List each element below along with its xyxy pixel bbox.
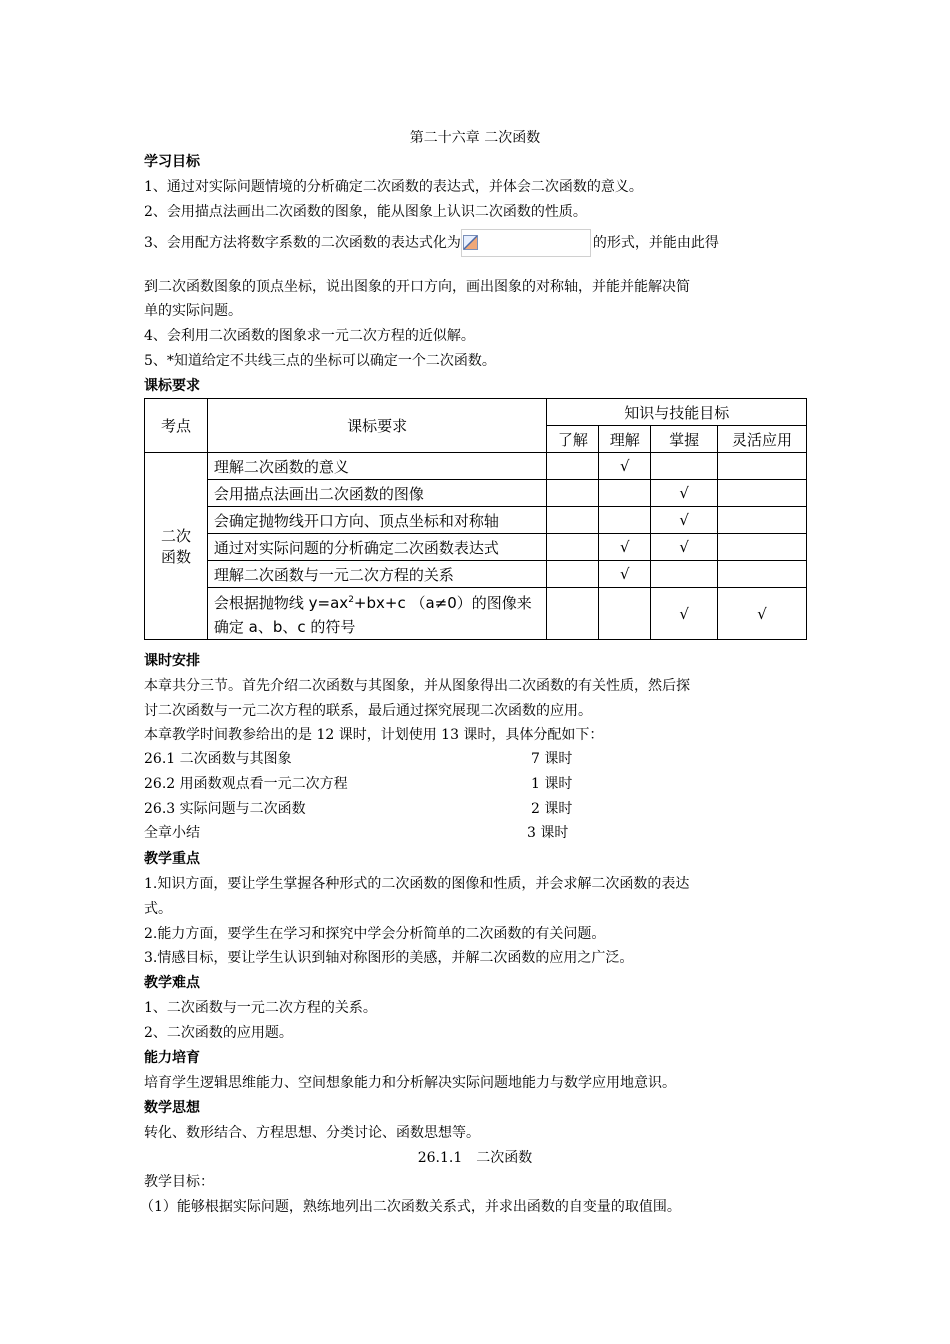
- topic-line-1: 二次: [160, 527, 191, 545]
- schedule-item-hours: 1 课时: [531, 776, 573, 792]
- check-mark: √: [651, 534, 718, 561]
- check-mark: √: [599, 453, 651, 480]
- schedule-item-name: 26.2 用函数观点看一元二次方程: [144, 776, 348, 792]
- schedule-item-hours: 2 课时: [531, 801, 573, 817]
- key-point-3: 3.情感目标，要让学生认识到轴对称图形的美感，并解二次函数的应用之广泛。: [144, 950, 634, 966]
- difficulties-heading: 教学难点: [144, 975, 200, 991]
- schedule-para-2: 本章教学时间教参给出的是 12 课时，计划使用 13 课时，具体分配如下：: [144, 727, 604, 743]
- goals-heading: 学习目标: [144, 154, 200, 170]
- thinking-heading: 数学思想: [144, 1100, 200, 1116]
- level-comprehend: 理解: [599, 426, 651, 453]
- topic-line-2: 函数: [160, 548, 191, 566]
- goal-item-3-part-a: 3、会用配方法将数字系数的二次函数的表达式化为: [144, 235, 461, 251]
- req-row-1: 理解二次函数的意义: [207, 453, 547, 480]
- section-goal-1: （1）能够根据实际问题，熟练地列出二次函数关系式，并求出函数的自变量的取值围。: [140, 1199, 681, 1215]
- key-point-1b: 式。: [144, 901, 172, 917]
- check-mark: √: [718, 588, 807, 640]
- req-row-6: 会根据抛物线 $y=ax^2+bx+c$ （a≠0）的图像来 确定 a、b、c 的符号: [207, 588, 547, 640]
- standards-heading: 课标要求: [144, 378, 200, 394]
- ability-heading: 能力培育: [144, 1050, 200, 1066]
- header-requirement: 课标要求: [207, 399, 547, 453]
- goal-item-4: 4、会利用二次函数的图象求一元二次方程的近似解。: [144, 328, 475, 344]
- level-understand: 了解: [547, 426, 599, 453]
- goal-item-3-cont-1: 到二次函数图象的顶点坐标，说出图象的开口方向，画出图象的对称轴，并能并能解决简: [144, 279, 690, 295]
- check-mark: √: [599, 561, 651, 588]
- standards-table: [144, 398, 807, 640]
- goal-item-3-part-b: 的形式，并能由此得: [592, 235, 719, 251]
- goal-item-3: [144, 229, 719, 257]
- level-master: 掌握: [651, 426, 718, 453]
- check-mark: √: [651, 480, 718, 507]
- ability-text: 培育学生逻辑思维能力、空间想象能力和分析解决实际问题地能力与数学应用地意识。: [144, 1075, 676, 1091]
- schedule-heading: 课时安排: [144, 653, 200, 669]
- req-row-3: 会确定抛物线开口方向、顶点坐标和对称轴: [207, 507, 547, 534]
- req-row-2: 会用描点法画出二次函数的图像: [207, 480, 547, 507]
- goal-item-1: 1、通过对实际问题情境的分析确定二次函数的表达式，并体会二次函数的意义。: [144, 179, 643, 195]
- schedule-item-hours: 3 课时: [527, 825, 569, 841]
- req-row-4: 通过对实际问题的分析确定二次函数表达式: [207, 534, 547, 561]
- req-row-5: 理解二次函数与一元二次方程的关系: [207, 561, 547, 588]
- schedule-para-1b: 讨二次函数与一元二次方程的联系，最后通过探究展现二次函数的应用。: [144, 703, 592, 719]
- schedule-item-name: 全章小结: [144, 825, 200, 841]
- broken-image-icon: [463, 235, 478, 250]
- section-title: 26.1.1 二次函数: [417, 1150, 533, 1166]
- thinking-text: 转化、数形结合、方程思想、分类讨论、函数思想等。: [144, 1125, 480, 1141]
- schedule-item-name: 26.3 实际问题与二次函数: [144, 801, 306, 817]
- section-goals-label: 教学目标：: [144, 1174, 214, 1190]
- key-points-heading: 教学重点: [144, 851, 200, 867]
- check-mark: √: [651, 507, 718, 534]
- check-mark: √: [651, 588, 718, 640]
- key-point-2: 2.能力方面，要学生在学习和探究中学会分析简单的二次函数的有关问题。: [144, 926, 606, 942]
- difficulty-2: 2、二次函数的应用题。: [144, 1025, 293, 1041]
- schedule-item-name: 26.1 二次函数与其图象: [144, 751, 292, 767]
- key-point-1a: 1.知识方面，要让学生掌握各种形式的二次函数的图像和性质，并会求解二次函数的表达: [144, 876, 690, 892]
- difficulty-1: 1、二次函数与一元二次方程的关系。: [144, 1000, 377, 1016]
- header-skill-goal: 知识与技能目标: [547, 399, 807, 426]
- goal-item-2: 2、会用描点法画出二次函数的图象，能从图象上认识二次函数的性质。: [144, 204, 587, 220]
- header-exam-point: 考点: [145, 399, 208, 453]
- goal-item-5: 5、*知道给定不共线三点的坐标可以确定一个二次函数。: [144, 353, 496, 369]
- schedule-item-hours: 7 课时: [531, 751, 573, 767]
- goal-item-3-cont-2: 单的实际问题。: [144, 303, 242, 319]
- chapter-title: 第二十六章 二次函数: [409, 130, 541, 146]
- check-mark: √: [599, 534, 651, 561]
- formula-image-placeholder: [461, 229, 591, 257]
- level-apply: 灵活应用: [718, 426, 807, 453]
- schedule-para-1a: 本章共分三节。首先介绍二次函数与其图象，并从图象得出二次函数的有关性质，然后探: [144, 678, 690, 694]
- topic-cell: [145, 453, 208, 640]
